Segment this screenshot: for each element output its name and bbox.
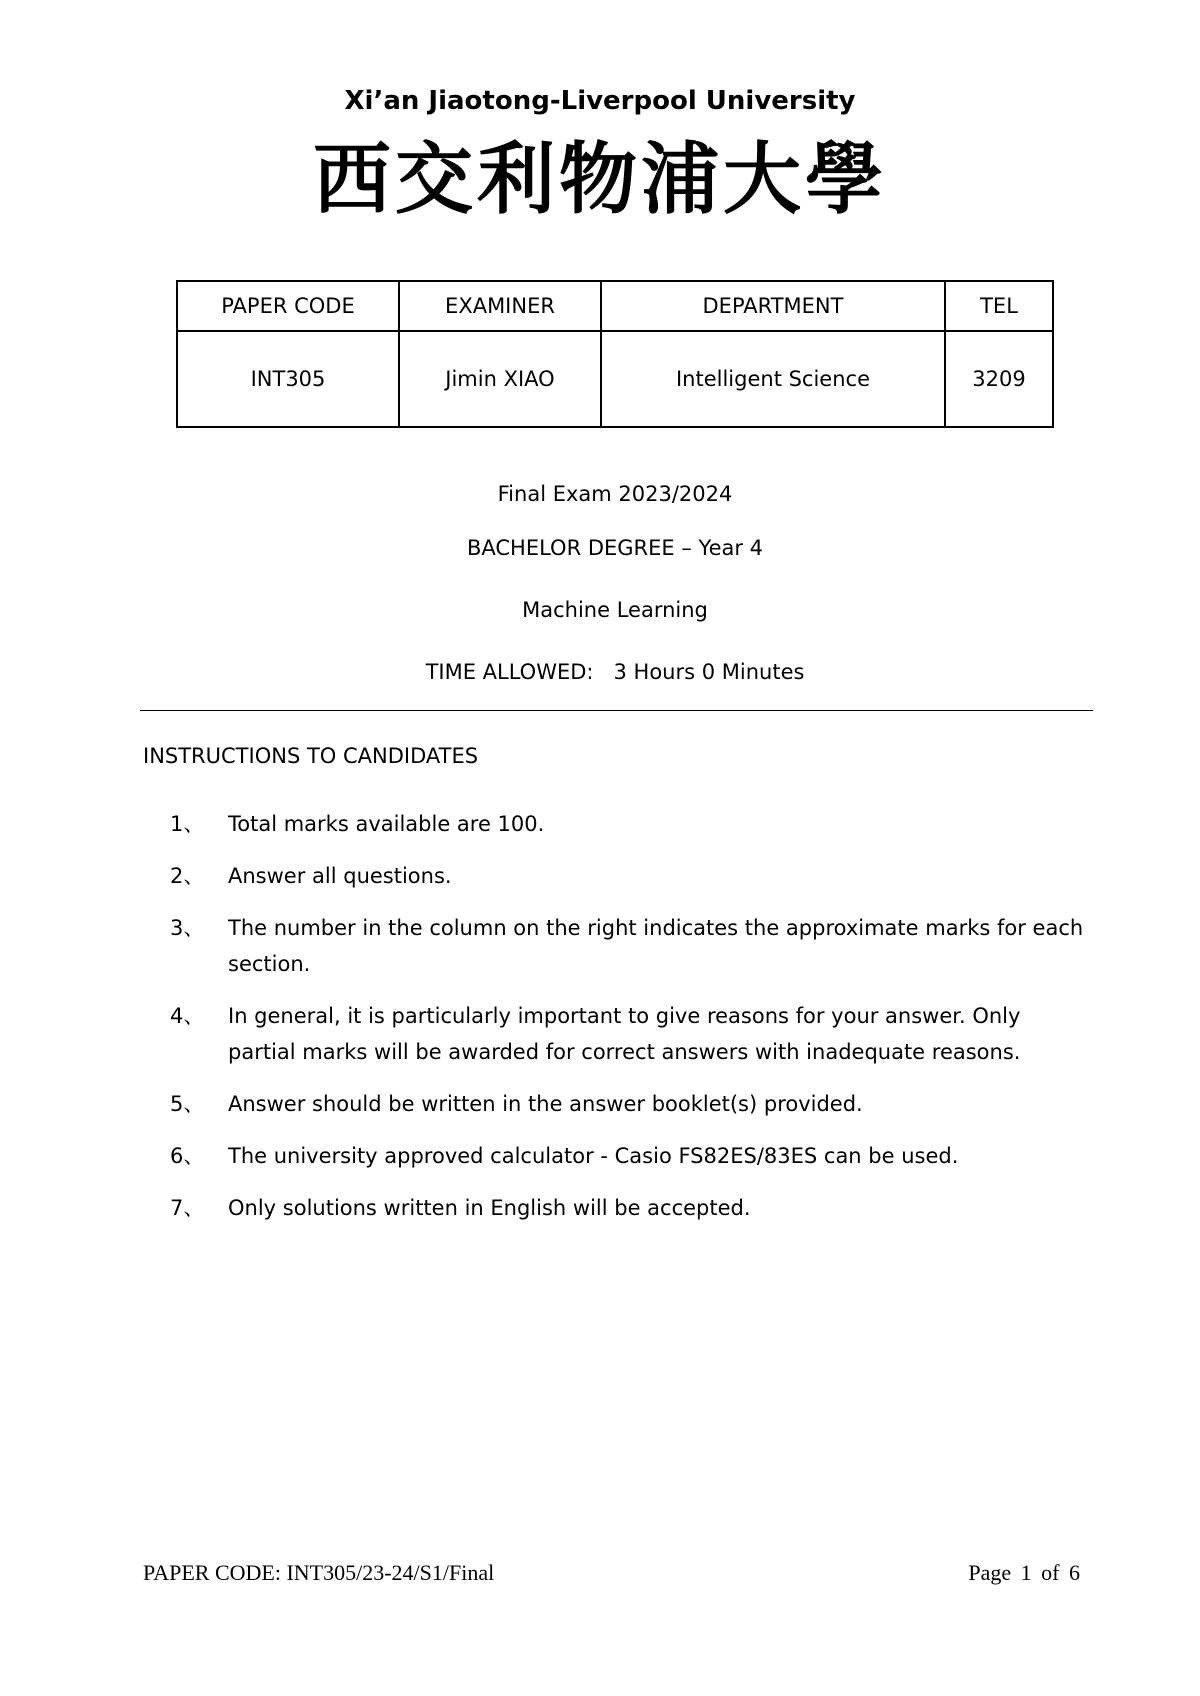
footer-paper-code: PAPER CODE: INT305/23-24/S1/Final	[143, 1560, 495, 1585]
list-item-text: Total marks available are 100.	[228, 812, 545, 836]
paper-info-table	[176, 280, 1054, 428]
list-item-number: 6、	[170, 1144, 205, 1168]
value-examiner: Jimin XIAO	[399, 331, 601, 427]
list-item-text: Only solutions written in English will be accepted.	[228, 1196, 751, 1220]
list-item	[170, 1138, 1090, 1174]
university-logo-chinese: 西交利物浦大學	[312, 134, 887, 225]
instructions-list	[170, 806, 1090, 1242]
exam-title: Final Exam 2023/2024	[497, 482, 733, 506]
paper-info-value-row	[177, 331, 1053, 427]
value-paper-code: INT305	[177, 331, 399, 427]
list-item	[170, 858, 1090, 894]
paper-info-header-row	[177, 281, 1053, 331]
list-item	[170, 1086, 1090, 1122]
list-item-text: Answer should be written in the answer booklet(s) provided.	[228, 1092, 863, 1116]
list-item-number: 7、	[170, 1196, 205, 1220]
header-paper-code: PAPER CODE	[177, 281, 399, 331]
exam-course: Machine Learning	[522, 598, 708, 622]
list-item	[170, 1190, 1090, 1226]
list-item-text: The university approved calculator - Casio FS82ES/83ES can be used.	[228, 1144, 959, 1168]
list-item-number: 2、	[170, 864, 205, 888]
list-item	[170, 998, 1090, 1070]
footer-page-number: Page 1 of 6	[968, 1560, 1080, 1585]
list-item	[170, 806, 1090, 842]
divider-line	[140, 710, 1093, 711]
exam-time-allowed: TIME ALLOWED: 3 Hours 0 Minutes	[425, 660, 805, 684]
list-item	[170, 910, 1090, 982]
instructions-title: INSTRUCTIONS TO CANDIDATES	[143, 744, 479, 768]
header-department: DEPARTMENT	[601, 281, 945, 331]
university-name-english: Xi’an Jiaotong-Liverpool University	[344, 86, 856, 116]
list-item-number: 3、	[170, 916, 205, 940]
header-tel: TEL	[945, 281, 1053, 331]
list-item-text: The number in the column on the right indicates the approximate marks for each section.	[228, 916, 1084, 976]
list-item-text: Answer all questions.	[228, 864, 452, 888]
value-department: Intelligent Science	[601, 331, 945, 427]
list-item-text: In general, it is particularly important to give reasons for your answer. Only partial marks will be awarded for correct answers with inadequate reasons.	[228, 1004, 1021, 1064]
list-item-number: 5、	[170, 1092, 205, 1116]
list-item-number: 4、	[170, 1004, 205, 1028]
header-examiner: EXAMINER	[399, 281, 601, 331]
exam-degree: BACHELOR DEGREE – Year 4	[466, 536, 764, 560]
value-tel: 3209	[945, 331, 1053, 427]
list-item-number: 1、	[170, 812, 205, 836]
